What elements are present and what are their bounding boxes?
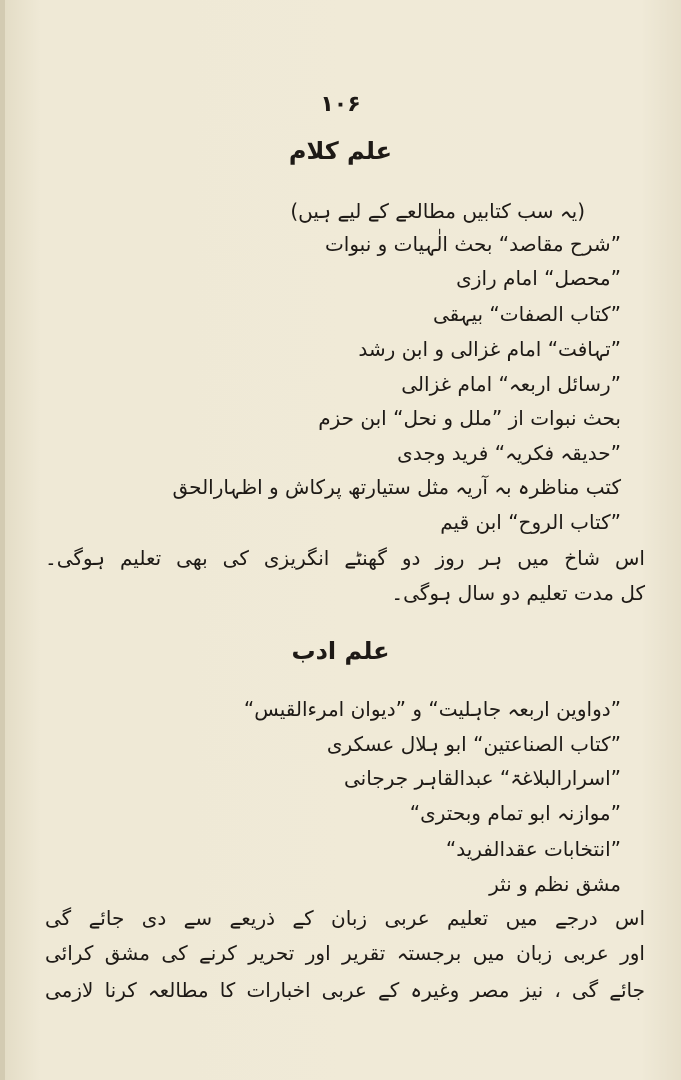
book-line: ”دواوین اربعہ جاہلیت“ و ”دیوان امرءالقیس“ (243, 697, 621, 721)
paragraph-line: کل مدت تعلیم دو سال ہوگی۔ (391, 581, 645, 605)
paragraph-line: جائے گی ، نیز مصر وغیرہ کے عربی اخبارات کا مطالعہ کرنا لازمی (45, 978, 645, 1002)
book-line: ”انتخابات عقدالفرید“ (445, 837, 621, 861)
book-line: ”تہافت“ امام غزالی و ابن رشد (358, 337, 621, 361)
book-line: ”اسرارالبلاغۃ“ عبدالقاہر جرجانی (344, 766, 621, 790)
section-heading-ilm-adab: علم ادب (291, 637, 390, 665)
book-line: ”کتاب الصناعتین“ ابو ہلال عسکری (326, 732, 621, 756)
book-line: کتب مناظرہ بہ آریہ مثل ستیارتھ پرکاش و اظہارالحق (172, 475, 621, 499)
page-number: ۱۰۶ (320, 92, 361, 117)
book-line: ”حدیقہ فکریہ“ فرید وجدی (397, 441, 621, 465)
paragraph-line: اس درجے میں تعلیم عربی زبان کے ذریعے سے دی جائے گی (45, 906, 645, 930)
book-line: ”موازنہ ابو تمام وبحتری“ (409, 801, 621, 825)
book-line: ”شرح مقاصد“ بحث الٰہیات و نبوات (324, 232, 621, 256)
book-line: ”کتاب الروح“ ابن قیم (440, 510, 621, 534)
book-line: ”کتاب الصفات“ بیہقی (432, 302, 621, 326)
paragraph-line: اور عربی زبان میں برجستہ تقریر اور تحریر کرنے کی مشق کرائی (45, 941, 645, 965)
book-line: مشق نظم و نثر (489, 872, 621, 896)
section-note: (یہ سب کتابیں مطالعے کے لیے ہیں) (290, 199, 585, 223)
book-line: بحث نبوات از ”ملل و نحل“ ابن حزم (318, 406, 621, 430)
book-line: ”محصل“ امام رازی (456, 266, 621, 290)
paragraph-line: اس شاخ میں ہر روز دو گھنٹے انگریزی کی بھی تعلیم ہوگی۔ (45, 546, 645, 570)
section-heading-ilm-kalam: علم کلام (288, 137, 393, 165)
book-line: ”رسائل اربعہ“ امام غزالی (401, 372, 621, 396)
